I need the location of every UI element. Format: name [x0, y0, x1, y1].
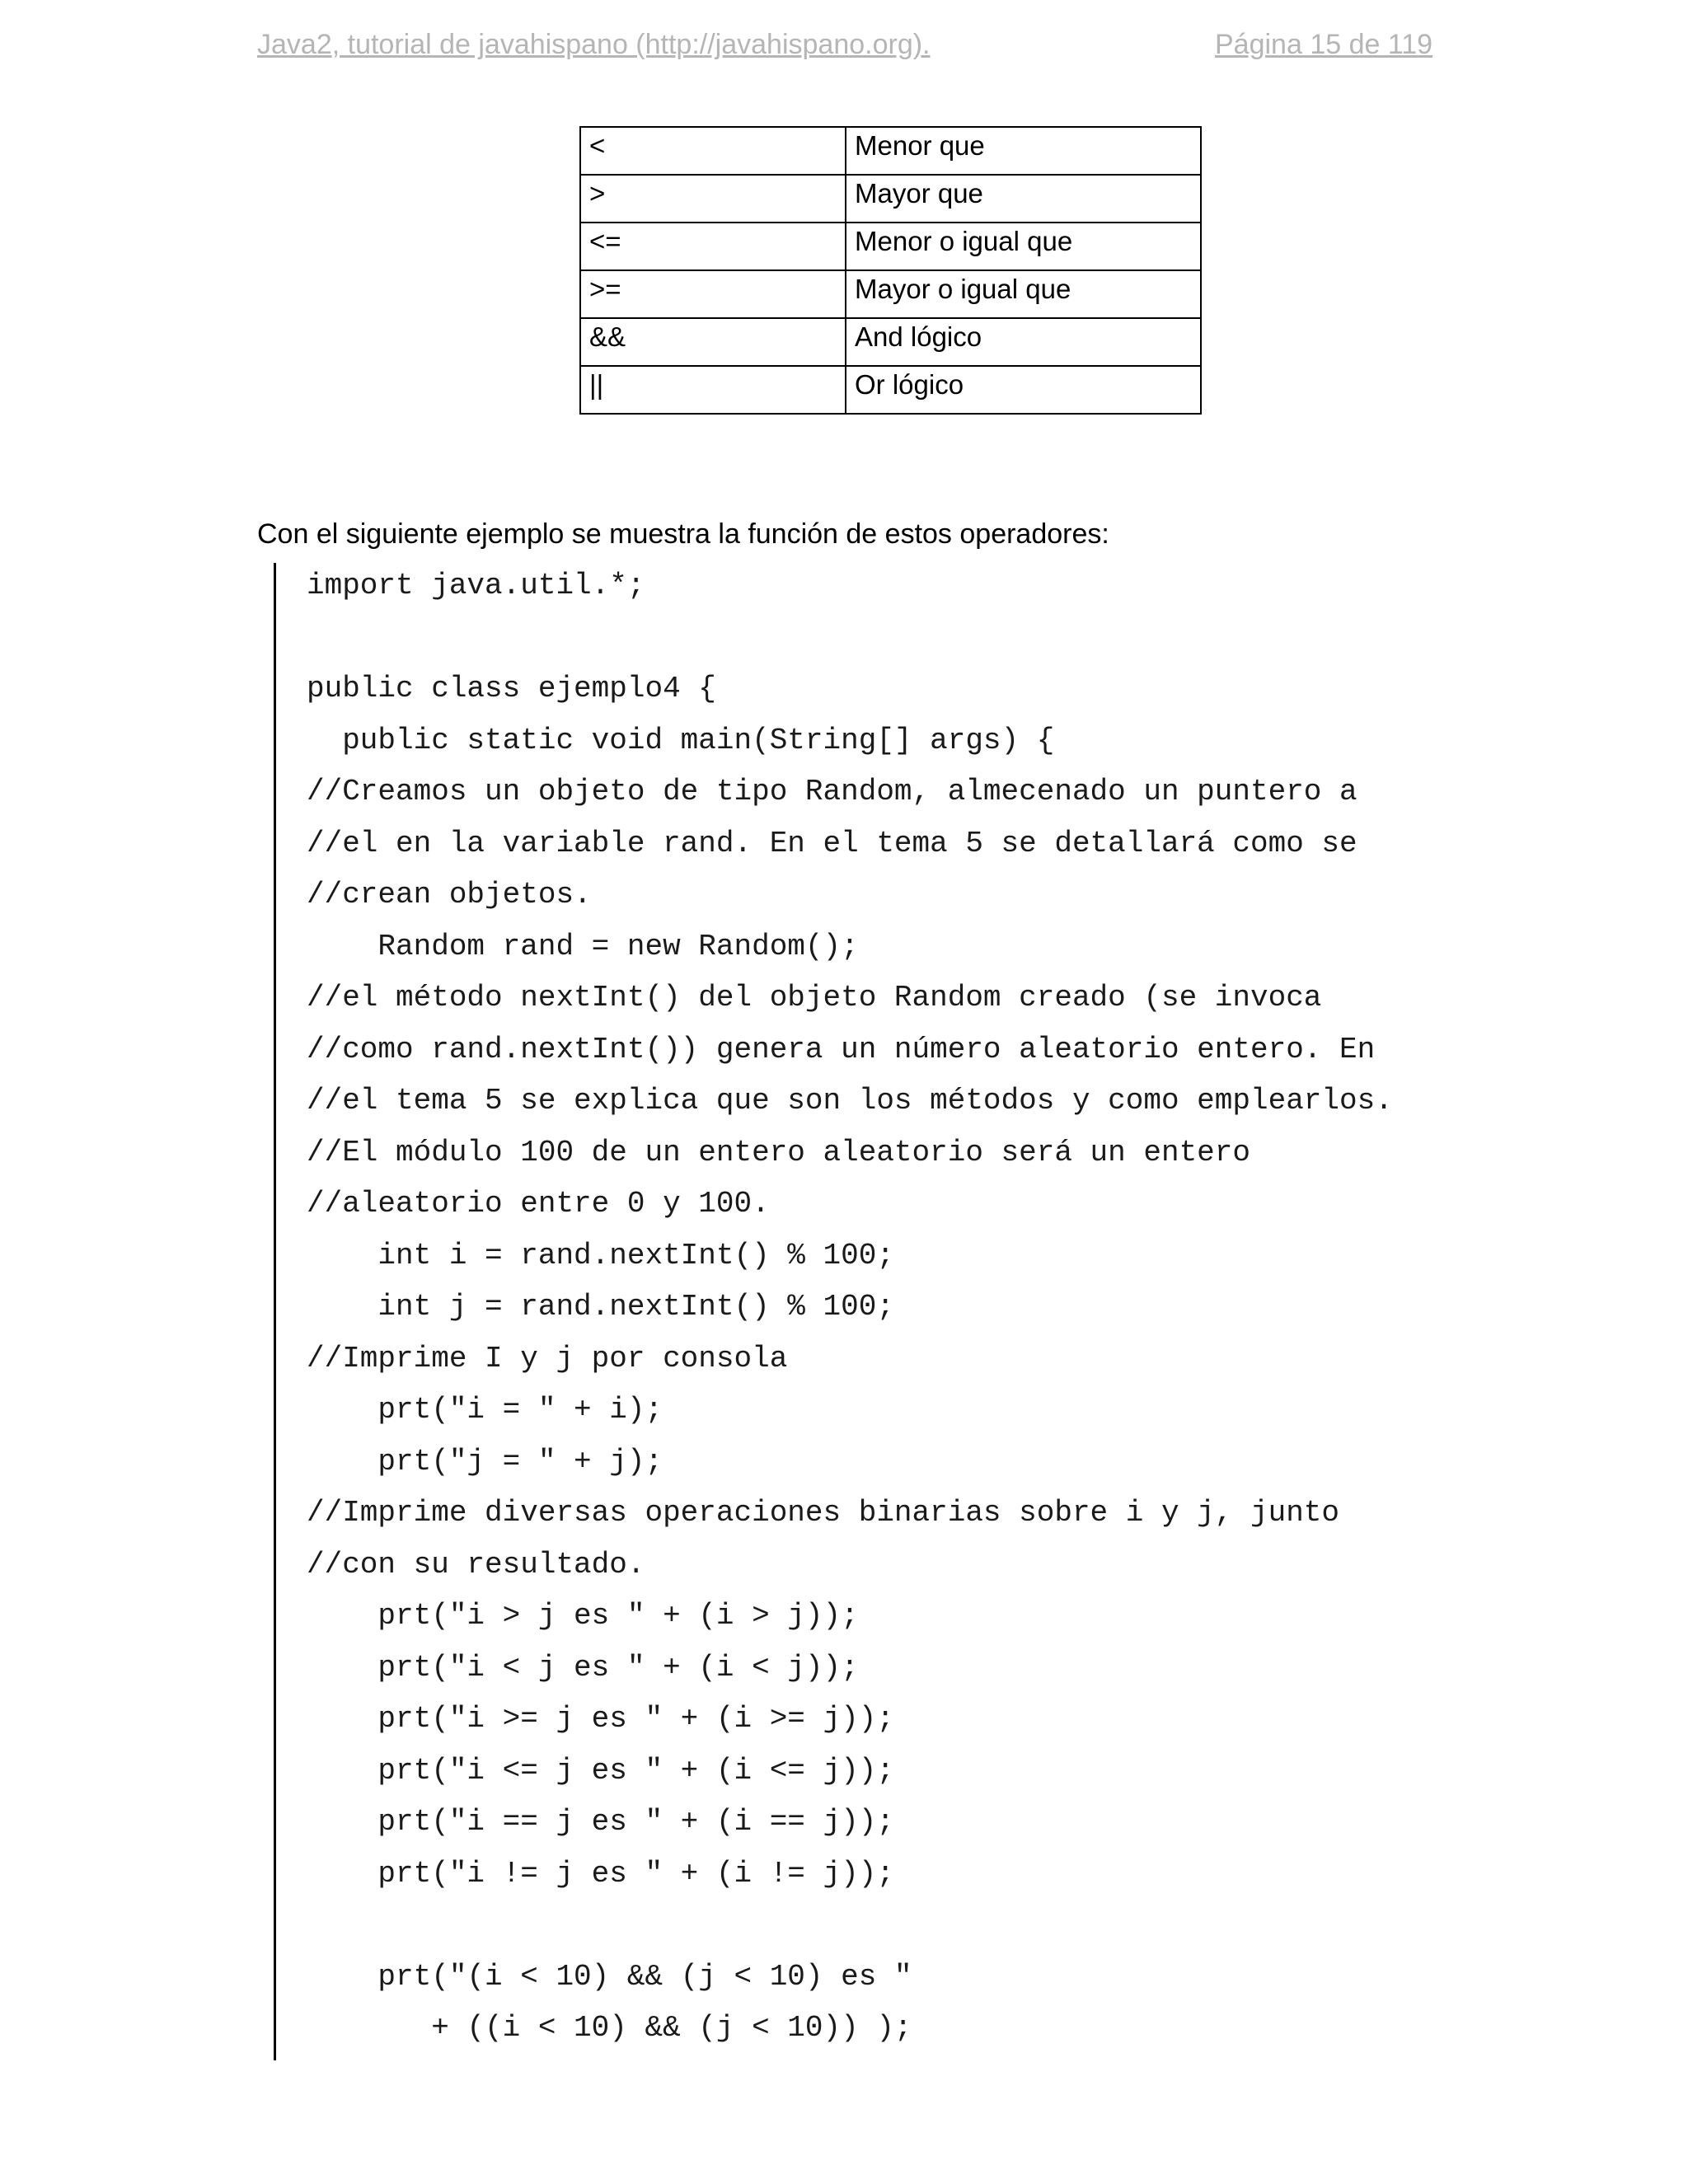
code-line: //el en la variable rand. En el tema 5 se detallará como se — [307, 826, 1357, 860]
code-line: public static void main(String[] args) { — [307, 723, 1055, 757]
meaning-cell: Menor que — [846, 127, 1201, 175]
meaning-cell: Menor o igual que — [846, 223, 1201, 270]
code-line: //Imprime I y j por consola — [307, 1341, 788, 1376]
operator-cell: >= — [580, 270, 846, 318]
operator-cell: <= — [580, 223, 846, 270]
intro-paragraph: Con el siguiente ejemplo se muestra la función de estos operadores: — [257, 518, 1109, 550]
page-number: Página 15 de 119 — [1215, 29, 1433, 60]
table-row — [580, 270, 1201, 318]
table-row — [580, 175, 1201, 223]
code-line — [307, 1900, 1393, 1952]
operator-cell: < — [580, 127, 846, 175]
code-line: //el tema 5 se explica que son los métodos y como emplearlos. — [307, 1084, 1393, 1118]
operator-cell: && — [580, 318, 846, 366]
table-row — [580, 366, 1201, 414]
code-block-border — [274, 563, 276, 2060]
header-title-link[interactable]: Java2, tutorial de javahispano (http://javahispano.org). — [257, 29, 931, 60]
code-line: prt("i != j es " + (i != j)); — [307, 1856, 894, 1891]
code-line: //el método nextInt() del objeto Random creado (se invoca — [307, 981, 1322, 1015]
code-line: //Imprime diversas operaciones binarias sobre i y j, junto — [307, 1496, 1340, 1530]
operator-cell: || — [580, 366, 846, 414]
code-line — [307, 612, 1393, 664]
operators-table — [579, 126, 1202, 415]
table-row — [580, 318, 1201, 366]
code-line: prt("(i < 10) && (j < 10) es " — [307, 1959, 912, 1994]
code-line: public class ejemplo4 { — [307, 672, 716, 705]
code-line: //El módulo 100 de un entero aleatorio será un entero — [307, 1135, 1250, 1169]
code-line: //aleatorio entre 0 y 100. — [307, 1187, 770, 1221]
code-line: prt("j = " + j); — [307, 1444, 663, 1479]
code-line: + ((i < 10) && (j < 10)) ); — [307, 2011, 912, 2045]
code-line: int i = rand.nextInt() % 100; — [307, 1238, 894, 1272]
code-line: prt("i == j es " + (i == j)); — [307, 1805, 894, 1839]
code-line: prt("i <= j es " + (i <= j)); — [307, 1753, 894, 1788]
code-line: import java.util.*; — [307, 569, 645, 602]
code-line: prt("i > j es " + (i > j)); — [307, 1599, 859, 1633]
code-line: int j = rand.nextInt() % 100; — [307, 1290, 894, 1324]
code-line: prt("i = " + i); — [307, 1393, 663, 1427]
code-line: //Creamos un objeto de tipo Random, almecenado un puntero a — [307, 775, 1357, 808]
code-line: //con su resultado. — [307, 1547, 645, 1582]
meaning-cell: Or lógico — [846, 366, 1201, 414]
code-block — [307, 560, 1393, 2055]
meaning-cell: Mayor que — [846, 175, 1201, 223]
code-line: prt("i < j es " + (i < j)); — [307, 1650, 859, 1685]
code-line: //como rand.nextInt()) genera un número aleatorio entero. En — [307, 1032, 1376, 1066]
meaning-cell: And lógico — [846, 318, 1201, 366]
operator-cell: > — [580, 175, 846, 223]
code-line: Random rand = new Random(); — [307, 929, 859, 963]
table-row — [580, 223, 1201, 270]
table-row — [580, 127, 1201, 175]
code-line: //crean objetos. — [307, 878, 592, 912]
meaning-cell: Mayor o igual que — [846, 270, 1201, 318]
code-line: prt("i >= j es " + (i >= j)); — [307, 1702, 894, 1736]
